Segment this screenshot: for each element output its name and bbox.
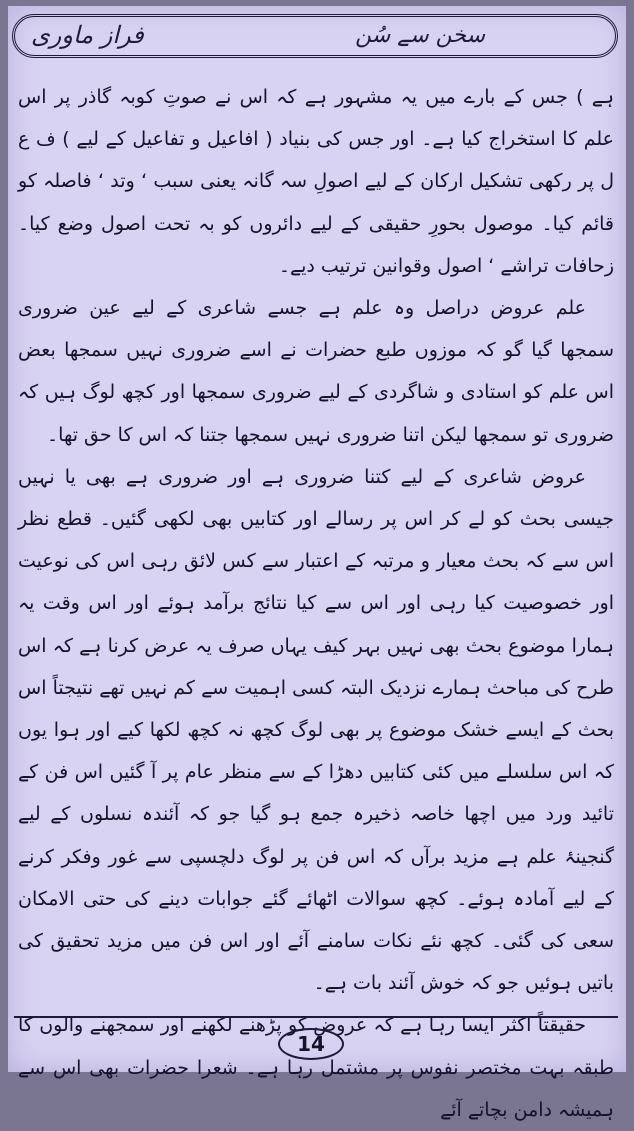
paragraph: ہے ) جس کے بارے میں یہ مشہور ہے کہ اس نے صوتِ کوبہ گاذر پر اس علم کا استخراج کیا ہے۔ اور جس کی بنیاد ( افاعیل و تفاعیل کے لیے ) ف ع ل پر رکھی تشکیل ارکان کے لیے اصولِ سہ گانہ یعنی سبب ‘ وتد ‘ فاصلہ کو قائم کیا۔ موصول بحورِ حقیقی کے لیے دائروں کو بہ تحت اصول وضع کیا۔ زحافات تراشے ‘ اصول وقوانین ترتیب دیے۔ [18,86,614,277]
paragraph: حقیقتاً اکثر ایسا رہا ہے کہ عروض کو پڑھنے لکھنے اور سمجھنے والوں کا طبقہ بہت مختصر نفوس پر مشتمل رہا ہے۔ شعرا حضرات بھی اس سے ہمیشہ دامن بچاتے آئے [18,1014,614,1121]
paragraph: عروض شاعری کے لیے کتنا ضروری ہے اور ضروری ہے بھی یا نہیں جیسی بحث کو لے کر اس پر رسالے اور کتابیں بھی لکھی گئیں۔ قطع نظر اس سے کہ بحث معیار و مرتبہ کے اعتبار سے کس لائق رہی اس کی نوعیت اور خصوصیت کیا رہی اور اس سے کیا نتائج برآمد ہوئے اور اس وقت یہ ہمارا موضوع بحث بھی نہیں بہر کیف یہاں صرف یہ عرض کرنا ہے کہ اس طرح کی مباحث ہمارے نزدیک البتہ کسی اہمیت سے کم نہیں تھے نتیجتاً اس بحث کے ایسے خشک موضوع پر بھی لوگ کچھ نہ کچھ لکھا کیے اور ہوا یوں کہ اس سلسلے میں کئی کتابیں دھڑا کے سے منظر عام پر آ گئیں اس فن کے تائید ورد میں اچھا خاصہ ذخیرہ جمع ہو گیا جو کہ آئندہ نسلوں کے لیے گنجینۂ علم ہے مزید برآں کہ اس فن پر لوگ دلچسپی سے غور وفکر کرنے کے لیے آمادہ ہوئے۔ کچھ سوالات اٹھائے گئے جوابات دینے کی حتی الامکان سعی کی گئی۔ کچھ نئے نکات سامنے آئے اور اس فن میں مزید تحقیق کی باتیں ہوئیں جو کہ خوش آئند بات ہے۔ [18,465,614,995]
page-body [18,76,614,1131]
book-title: سخن سے سُن [355,23,485,48]
page-number: 14 [278,1028,344,1060]
author-title: فراز ماوری [31,21,144,49]
book-page [8,6,626,1121]
paragraph: علم عروض دراصل وہ علم ہے جسے شاعری کے لیے عین ضروری سمجھا گیا گو کہ موزوں طبع حضرات نے اسے ضروری نہیں سمجھا بعض اس علم کو استادی و شاگردی کے لیے ضروری سمجھا اور کچھ لوگ ہیں کہ ضروری تو سمجھا لیکن اتنا ضروری نہیں سمجھا جتنا کہ اس کا حق تھا۔ [18,297,614,446]
page-header [12,14,618,58]
footer-divider [14,1016,618,1018]
